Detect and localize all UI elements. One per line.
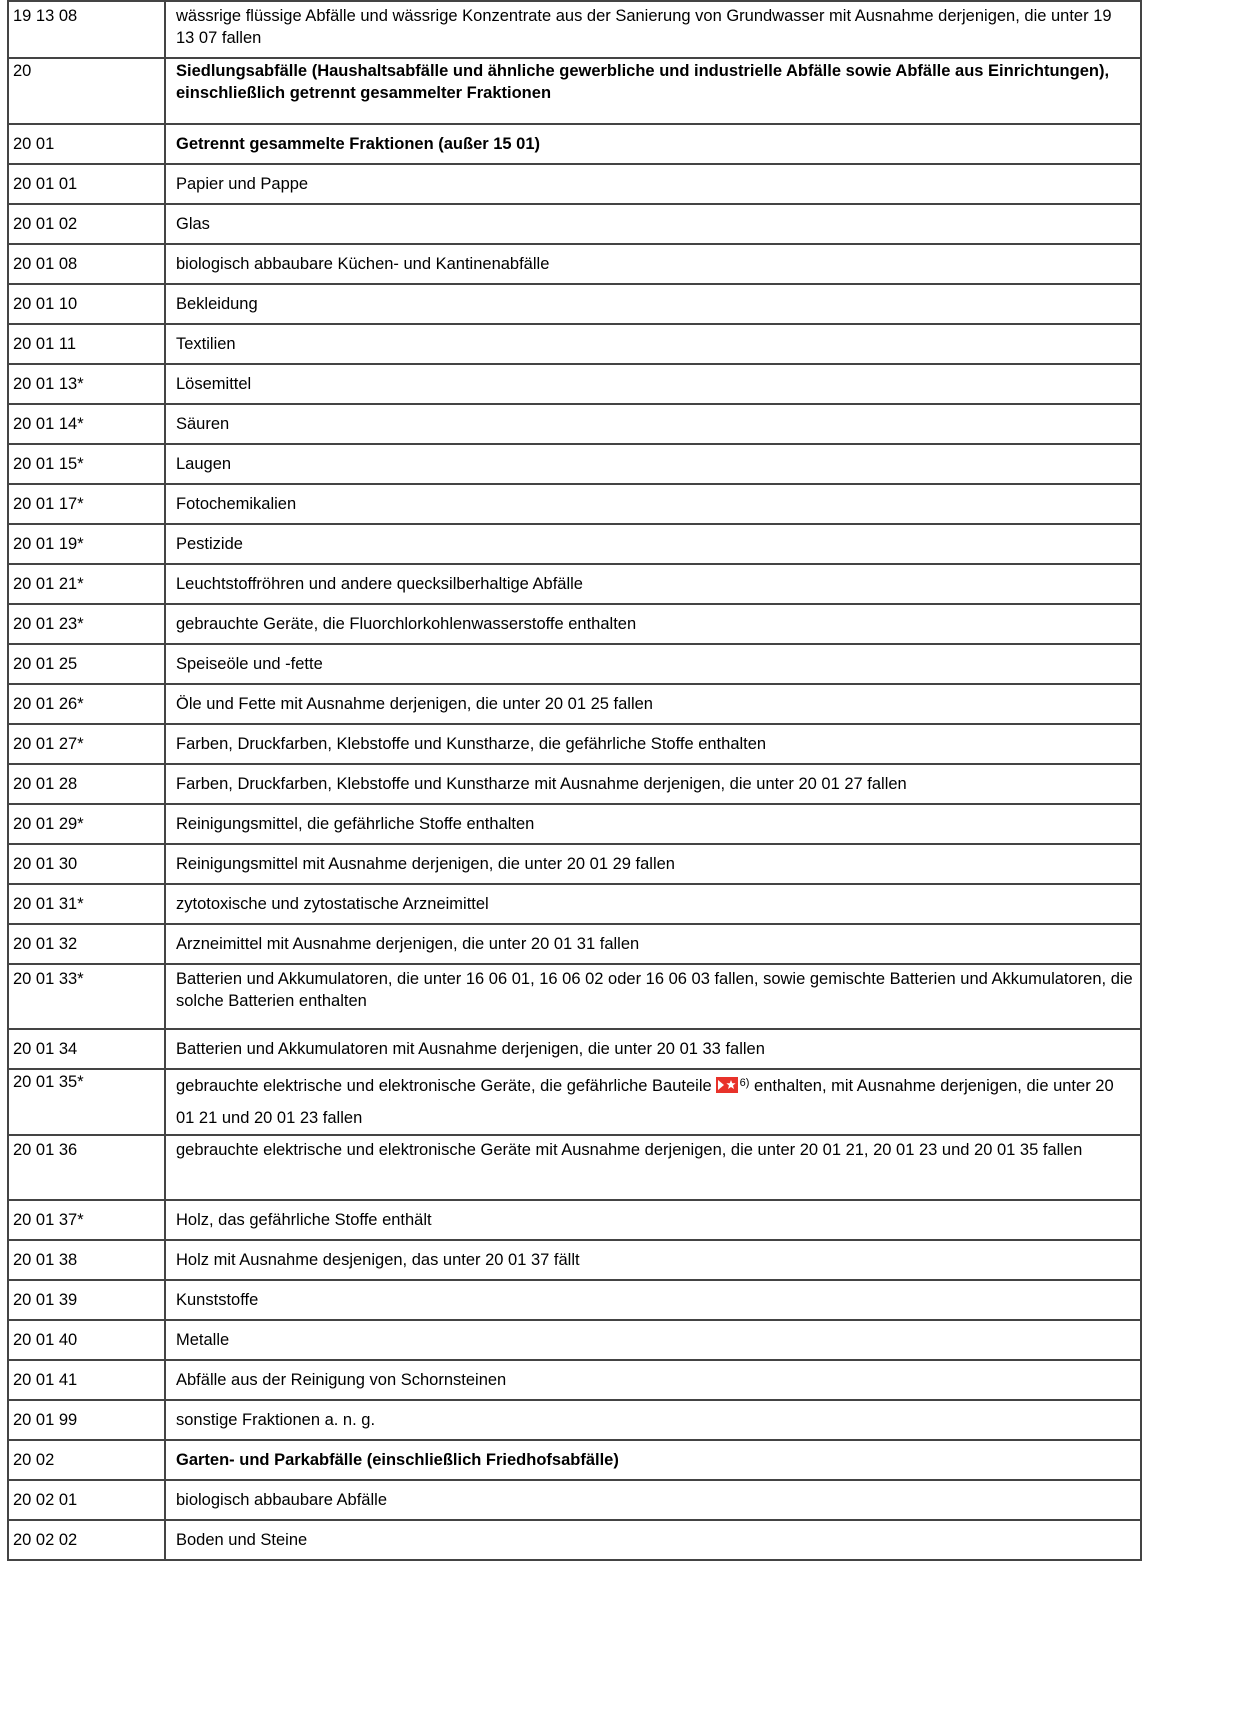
table-row	[8, 1280, 1141, 1320]
table-row	[8, 684, 1141, 724]
table-row	[8, 1135, 1141, 1200]
table-row	[8, 364, 1141, 404]
waste-description: Holz, das gefährliche Stoffe enthält	[165, 1200, 1141, 1240]
waste-description: Öle und Fette mit Ausnahme derjenigen, die unter 20 01 25 fallen	[165, 684, 1141, 724]
table-row	[8, 1440, 1141, 1480]
waste-description: Fotochemikalien	[165, 484, 1141, 524]
waste-code: 20 01 39	[8, 1280, 165, 1320]
table-row	[8, 564, 1141, 604]
change-marker-icon	[716, 1073, 738, 1103]
waste-code: 20 01 32	[8, 924, 165, 964]
waste-code: 20	[8, 58, 165, 124]
table-row	[8, 884, 1141, 924]
waste-description: Textilien	[165, 324, 1141, 364]
waste-description-part: gebrauchte elektrische und elektronische Geräte, die gefährliche Bauteile	[176, 1077, 712, 1095]
table-row	[8, 1360, 1141, 1400]
table-row	[8, 1, 1141, 58]
waste-code: 20 01 23*	[8, 604, 165, 644]
waste-description: Bekleidung	[165, 284, 1141, 324]
table-row	[8, 444, 1141, 484]
table-row	[8, 204, 1141, 244]
waste-description: Batterien und Akkumulatoren mit Ausnahme derjenigen, die unter 20 01 33 fallen	[165, 1029, 1141, 1069]
waste-description: Garten- und Parkabfälle (einschließlich Friedhofsabfälle)	[165, 1440, 1141, 1480]
table-row	[8, 244, 1141, 284]
waste-description: Säuren	[165, 404, 1141, 444]
waste-code: 20 01 33*	[8, 964, 165, 1029]
table-row	[8, 484, 1141, 524]
waste-description	[165, 1069, 1141, 1135]
waste-code-table-body	[8, 1, 1141, 1560]
table-row	[8, 324, 1141, 364]
table-row	[8, 724, 1141, 764]
waste-code: 20 01 15*	[8, 444, 165, 484]
waste-code: 20 02 02	[8, 1520, 165, 1560]
waste-description: Metalle	[165, 1320, 1141, 1360]
waste-code: 20 01 26*	[8, 684, 165, 724]
table-row	[8, 1240, 1141, 1280]
waste-description-part: enthalten, mit Ausnahme derjenigen, die unter 20 01 21 und 20 01 23 fallen	[176, 1077, 1114, 1127]
waste-code: 20 01 02	[8, 204, 165, 244]
waste-description: biologisch abbaubare Abfälle	[165, 1480, 1141, 1520]
table-row	[8, 1200, 1141, 1240]
waste-description: Papier und Pappe	[165, 164, 1141, 204]
waste-description: Glas	[165, 204, 1141, 244]
waste-code: 20 01 29*	[8, 804, 165, 844]
table-row	[8, 524, 1141, 564]
waste-code: 20 01 99	[8, 1400, 165, 1440]
waste-description: Farben, Druckfarben, Klebstoffe und Kunstharze mit Ausnahme derjenigen, die unter 20 01 27 fallen	[165, 764, 1141, 804]
waste-description: sonstige Fraktionen a. n. g.	[165, 1400, 1141, 1440]
waste-code: 20 01 37*	[8, 1200, 165, 1240]
table-row	[8, 1520, 1141, 1560]
waste-code: 19 13 08	[8, 1, 165, 58]
waste-description: Abfälle aus der Reinigung von Schornsteinen	[165, 1360, 1141, 1400]
waste-description: Reinigungsmittel mit Ausnahme derjenigen, die unter 20 01 29 fallen	[165, 844, 1141, 884]
waste-description: zytotoxische und zytostatische Arzneimittel	[165, 884, 1141, 924]
waste-code: 20 01 34	[8, 1029, 165, 1069]
waste-code: 20 01 40	[8, 1320, 165, 1360]
table-row	[8, 1029, 1141, 1069]
waste-description: Siedlungsabfälle (Haushaltsabfälle und ähnliche gewerbliche und industrielle Abfälle sowie Abfälle aus Einrichtungen), einschließlich getrennt gesammelter Fraktionen	[165, 58, 1141, 124]
waste-code: 20 01 38	[8, 1240, 165, 1280]
waste-code: 20 01 21*	[8, 564, 165, 604]
table-row	[8, 964, 1141, 1029]
table-row	[8, 1480, 1141, 1520]
table-row	[8, 58, 1141, 124]
waste-code: 20 01 17*	[8, 484, 165, 524]
waste-description: gebrauchte Geräte, die Fluorchlorkohlenwasserstoffe enthalten	[165, 604, 1141, 644]
waste-description: wässrige flüssige Abfälle und wässrige Konzentrate aus der Sanierung von Grundwasser mit Ausnahme derjenigen, die unter 19 13 07 fallen	[165, 1, 1141, 58]
waste-code: 20 01 10	[8, 284, 165, 324]
waste-code: 20 01 28	[8, 764, 165, 804]
waste-description: Laugen	[165, 444, 1141, 484]
waste-code: 20 02 01	[8, 1480, 165, 1520]
table-row	[8, 804, 1141, 844]
waste-description: Holz mit Ausnahme desjenigen, das unter 20 01 37 fällt	[165, 1240, 1141, 1280]
waste-description: Pestizide	[165, 524, 1141, 564]
waste-code: 20 01 11	[8, 324, 165, 364]
waste-description: Getrennt gesammelte Fraktionen (außer 15 01)	[165, 124, 1141, 164]
footnote-reference: 6)	[739, 1077, 750, 1089]
waste-description: Batterien und Akkumulatoren, die unter 16 06 01, 16 06 02 oder 16 06 03 fallen, sowie gemischte Batterien und Akkumulatoren, die solche Batterien enthalten	[165, 964, 1141, 1029]
waste-description: Arzneimittel mit Ausnahme derjenigen, die unter 20 01 31 fallen	[165, 924, 1141, 964]
waste-code: 20 01 19*	[8, 524, 165, 564]
waste-description: Reinigungsmittel, die gefährliche Stoffe enthalten	[165, 804, 1141, 844]
table-row	[8, 644, 1141, 684]
waste-description: Boden und Steine	[165, 1520, 1141, 1560]
waste-code: 20 01 35*	[8, 1069, 165, 1135]
waste-code: 20 01 14*	[8, 404, 165, 444]
waste-code: 20 01 30	[8, 844, 165, 884]
waste-description: Kunststoffe	[165, 1280, 1141, 1320]
table-row	[8, 124, 1141, 164]
table-row	[8, 1400, 1141, 1440]
waste-code: 20 01 36	[8, 1135, 165, 1200]
waste-description: Lösemittel	[165, 364, 1141, 404]
waste-code: 20 01 27*	[8, 724, 165, 764]
waste-description: biologisch abbaubare Küchen- und Kantinenabfälle	[165, 244, 1141, 284]
table-row	[8, 1320, 1141, 1360]
table-row	[8, 164, 1141, 204]
table-row	[8, 284, 1141, 324]
waste-description: Leuchtstoffröhren und andere quecksilberhaltige Abfälle	[165, 564, 1141, 604]
waste-code: 20 01 31*	[8, 884, 165, 924]
table-row	[8, 604, 1141, 644]
table-row	[8, 844, 1141, 884]
waste-description: Speiseöle und -fette	[165, 644, 1141, 684]
waste-code: 20 01 13*	[8, 364, 165, 404]
waste-code: 20 02	[8, 1440, 165, 1480]
table-row	[8, 924, 1141, 964]
waste-code: 20 01 08	[8, 244, 165, 284]
waste-code: 20 01	[8, 124, 165, 164]
waste-code: 20 01 25	[8, 644, 165, 684]
table-row	[8, 1069, 1141, 1135]
waste-code: 20 01 41	[8, 1360, 165, 1400]
waste-description: gebrauchte elektrische und elektronische Geräte mit Ausnahme derjenigen, die unter 20 01 21, 20 01 23 und 20 01 35 fallen	[165, 1135, 1141, 1200]
waste-code-table	[7, 0, 1142, 1561]
table-row	[8, 764, 1141, 804]
waste-description: Farben, Druckfarben, Klebstoffe und Kunstharze, die gefährliche Stoffe enthalten	[165, 724, 1141, 764]
waste-code: 20 01 01	[8, 164, 165, 204]
table-row	[8, 404, 1141, 444]
